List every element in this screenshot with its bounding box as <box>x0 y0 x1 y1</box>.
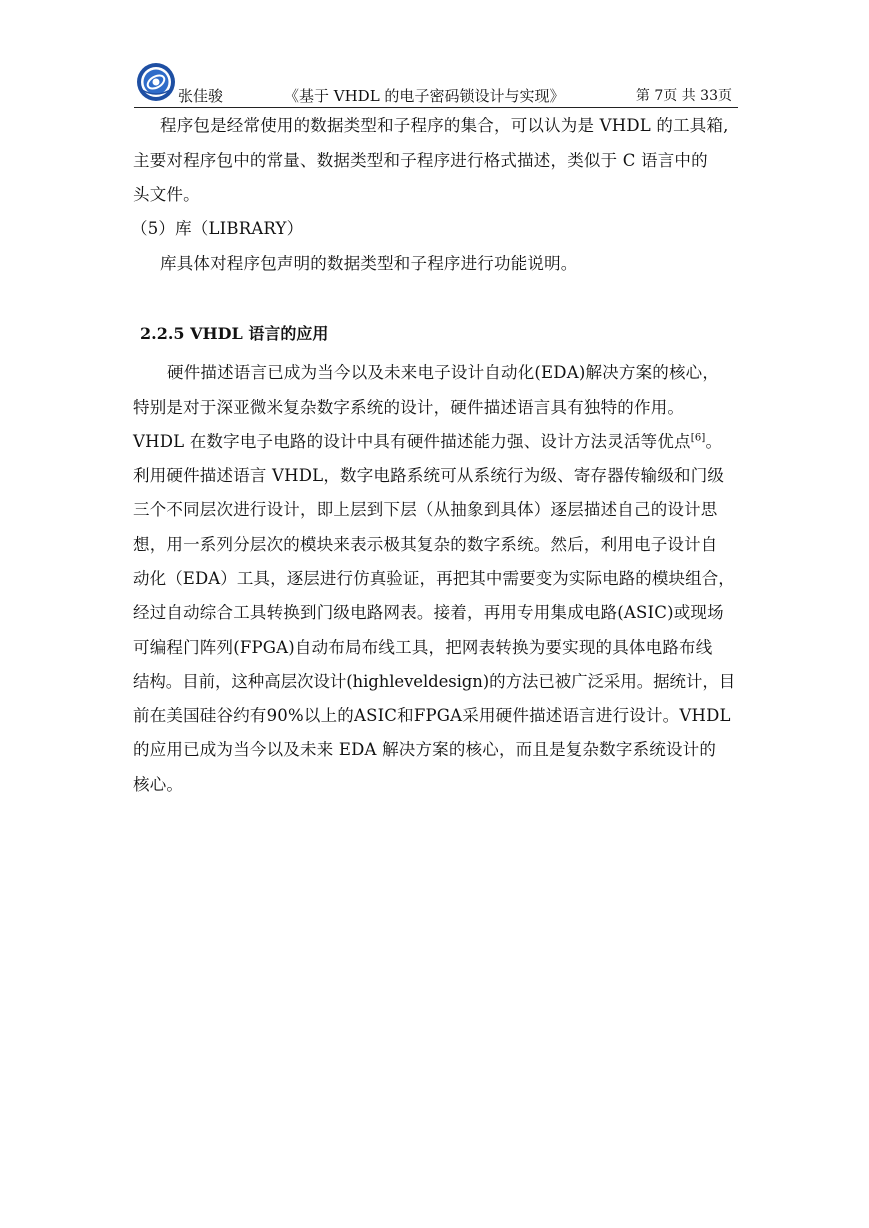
paragraph-line: 三个不同层次进行设计，即上层到下层（从抽象到具体）逐层描述自己的设计思 <box>133 500 718 519</box>
header-title: 《基于 VHDL 的电子密码锁设计与实现》 <box>284 87 565 105</box>
header-divider <box>134 107 738 108</box>
header-author: 张佳骏 <box>178 87 224 105</box>
paragraph-line: 库具体对程序包声明的数据类型和子程序进行功能说明。 <box>160 254 578 273</box>
paragraph-text: VHDL 在数字电子电路的设计中具有硬件描述能力强、设计方法灵活等优点 <box>133 432 691 451</box>
university-logo-icon <box>136 62 176 102</box>
section-heading: 2.2.5 VHDL 语言的应用 <box>140 324 329 343</box>
paragraph-line: 动化（EDA）工具，逐层进行仿真验证，再把其中需要变为实际电路的模块组合， <box>133 569 735 588</box>
page-header <box>134 60 738 108</box>
citation-ref[interactable]: [6] <box>690 432 706 444</box>
paragraph-line: 特别是对于深亚微米复杂数字系统的设计，硬件描述语言具有独特的作用。 <box>133 398 685 417</box>
header-page-info: 第 7页 共 33页 <box>635 88 732 104</box>
paragraph-line: 核心。 <box>133 775 184 794</box>
paragraph-line: 主要对程序包中的常量、数据类型和子程序进行格式描述，类似于 C 语言中的 <box>133 151 708 170</box>
paragraph-line: 前在美国硅谷约有90%以上的ASIC和FPGA采用硬件描述语言进行设计。VHDL <box>133 706 731 725</box>
paragraph-line: 经过自动综合工具转换到门级电路网表。接着，再用专用集成电路(ASIC)或现场 <box>133 603 724 622</box>
paragraph-text: 。 <box>705 432 723 451</box>
paragraph-line: 可编程门阵列(FPGA)自动布局布线工具，把网表转换为要实现的具体电路布线 <box>133 638 713 657</box>
list-item-heading: （5）库（LIBRARY） <box>131 219 304 238</box>
paragraph-line: 利用硬件描述语言 VHDL，数字电路系统可从系统行为级、寄存器传输级和门级 <box>133 466 725 485</box>
paragraph-line <box>133 432 722 452</box>
paragraph-line: 的应用已成为当今以及未来 EDA 解决方案的核心，而且是复杂数字系统设计的 <box>133 740 717 759</box>
paragraph-line: 想，用一系列分层次的模块来表示极其复杂的数字系统。然后，利用电子设计自 <box>133 535 718 554</box>
paragraph-line: 头文件。 <box>133 185 200 204</box>
paragraph-line: 结构。目前，这种高层次设计(highleveldesign)的方法已被广泛采用。据统计，目 <box>133 672 736 691</box>
paragraph-line: 程序包是经常使用的数据类型和子程序的集合，可以认为是 VHDL 的工具箱, <box>160 116 729 135</box>
paragraph-line: 硬件描述语言已成为当今以及未来电子设计自动化(EDA)解决方案的核心， <box>167 363 720 382</box>
